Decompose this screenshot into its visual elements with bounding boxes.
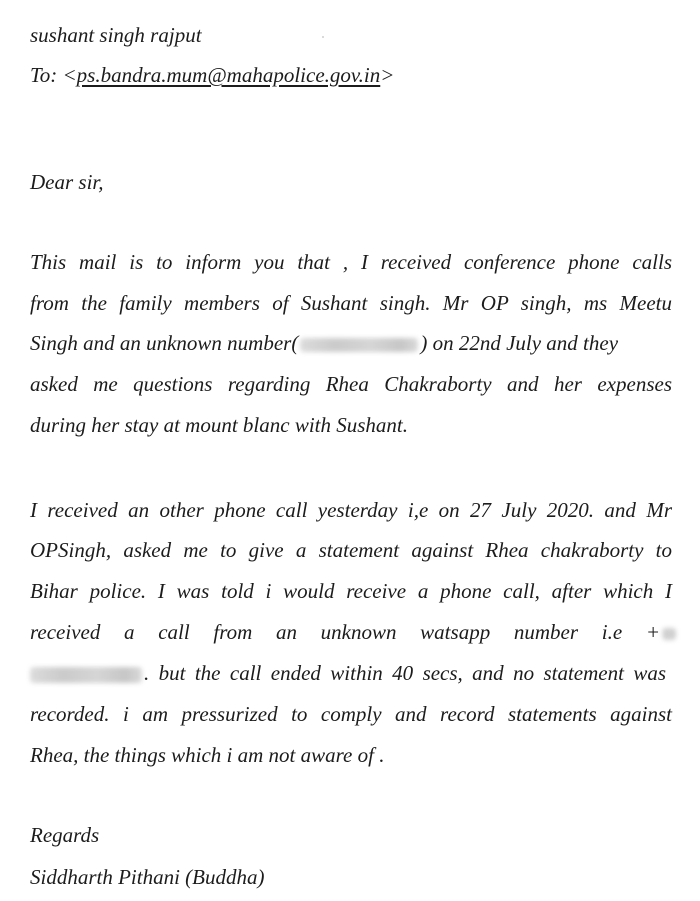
paragraph2-line4-text: received a call from an unknown watsapp number i.e + [30,620,660,644]
paragraph1-line2: from the family members of Sushant singh. Mr OP singh, ms Meetu [30,291,672,315]
bracket-open: < [62,63,77,87]
sender-name: sushant singh rajput [30,23,202,47]
paragraph2-line2: OPSingh, asked me to give a statement against Rhea chakraborty to [30,538,672,562]
paragraph1-line1: This mail is to inform you that , I received conference phone calls [30,250,672,274]
paragraph1-line3 [30,330,618,356]
paragraph2-line7: Rhea, the things which i am not aware of . [30,743,385,767]
paragraph2-line3: Bihar police. I was told i would receive a phone call, after which I [30,579,672,603]
paragraph2-line6: recorded. i am pressurized to comply and record statements against [30,702,672,726]
redacted-phone-prefix [662,628,676,640]
signature: Siddharth Pithani (Buddha) [30,865,265,889]
paragraph1-line4: asked me questions regarding Rhea Chakraborty and her expenses [30,372,672,396]
closing: Regards [30,823,100,847]
bracket-close: > [380,63,395,87]
to-label: To: [30,63,58,87]
paragraph2-line5-text: . but the call ended within 40 secs, and no statement was [144,661,666,685]
paragraph2-line4 [30,619,690,645]
recipient-line [30,62,394,88]
greeting: Dear sir, [30,170,104,194]
scan-speck [322,36,324,38]
paragraph1-line5: during her stay at mount blanc with Sushant. [30,413,408,437]
redacted-watsapp-number [30,667,142,683]
redacted-phone-number [300,338,418,352]
paragraph1-line3-end: ) on 22nd July and they [420,331,619,355]
paragraph2-line5 [30,660,666,686]
paragraph1-line3-start: Singh and an unknown number( [30,331,299,355]
paragraph2-line1: I received an other phone call yesterday i,e on 27 July 2020. and Mr [30,498,672,522]
recipient-email-link[interactable]: ps.bandra.mum@mahapolice.gov.in [76,63,381,87]
